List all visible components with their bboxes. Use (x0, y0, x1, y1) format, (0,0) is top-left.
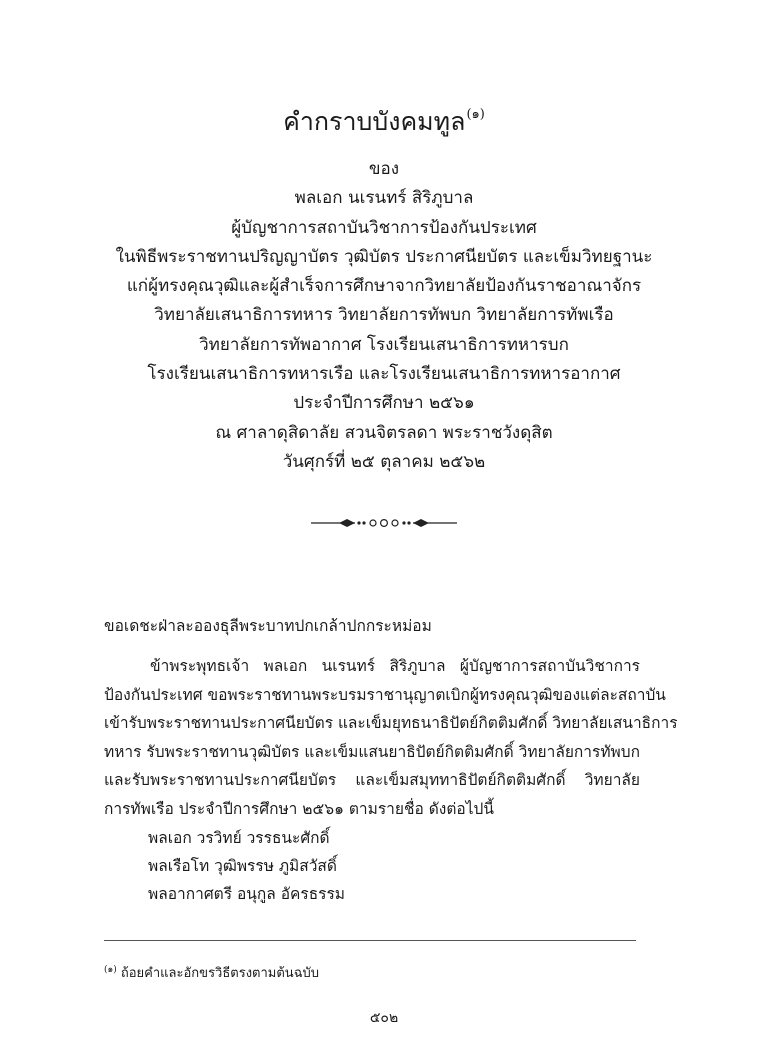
title-text: คำกราบบังคมทูล (283, 107, 466, 136)
paragraph-line: ข้าพระพุทธเจ้า พลเอก นเรนทร์ สิริภูบาล ผู้บัญชาการสถาบันวิชาการ (150, 657, 640, 675)
salutation: ขอเดชะฝ่าละอองธุลีพระบาทปกเกล้าปกกระหม่อม (104, 617, 432, 635)
paragraph-line: และรับพระราชทานประกาศนียบัตร และเข็มสมุททาธิปัตย์กิตติมศักดิ์ วิทยาลัย (104, 771, 640, 790)
paragraph-line: เข้ารับพระราชทานประกาศนียบัตร และเข็มยุทธนาธิปัตย์กิตติมศักดิ์ วิทยาลัยเสนาธิการ (104, 714, 678, 733)
divider-graphic (309, 516, 459, 530)
speech-paragraph (104, 652, 678, 824)
header-line: พลเอก นเรนทร์ สิริภูบาล (294, 188, 474, 209)
header-line: วิทยาลัยการทัพอากาศ โรงเรียนเสนาธิการทหารบก (199, 334, 569, 355)
header-line: ประจำปีการศึกษา ๒๕๖๑ (293, 393, 475, 414)
header-line: ของ (368, 159, 400, 179)
header-line: ณ ศาลาดุสิดาลัย สวนจิตรลดา พระราชวังดุสิต (215, 422, 553, 443)
header-line: โรงเรียนเสนาธิการทหารเรือ และโรงเรียนเสนาธิการทหารอากาศ (147, 364, 621, 385)
header-line: แก่ผู้ทรงคุณวุฒิและผู้สำเร็จการศึกษาจากวิทยาลัยป้องกันราชอาณาจักร (126, 276, 642, 297)
page-title (0, 98, 768, 139)
footnote-reference: (๑) (466, 107, 485, 122)
paragraph-line: ป้องกันประเทศ ขอพระราชทานพระบรมราชานุญาตเบิกผู้ทรงคุณวุฒิของแต่ละสถาบัน (104, 685, 666, 704)
header-line: ผู้บัญชาการสถาบันวิชาการป้องกันประเทศ (231, 217, 537, 238)
header-line: วิทยาลัยเสนาธิการทหาร วิทยาลัยการทัพบก วิทยาลัยการทัพเรือ (154, 305, 614, 326)
name-item: พลอากาศตรี อนุกูล อัครธรรม (148, 885, 346, 903)
name-item: พลเรือโท วุฒิพรรษ ภูมิสวัสดิ์ (148, 857, 337, 875)
footnote-text: ถ้อยคำและอักขรวิธีตรงตามต้นฉบับ (116, 966, 320, 981)
page-number: ๕๐๒ (369, 1010, 399, 1026)
header-line: วันศุกร์ที่ ๒๕ ตุลาคม ๒๕๖๒ (282, 451, 486, 472)
footnote-marker: (๑) (104, 965, 117, 975)
scroll-divider-icon (0, 515, 768, 534)
name-list (148, 824, 345, 908)
footnote (104, 960, 319, 984)
name-item: พลเอก วรวิทย์ วรรธนะศักดิ์ (148, 829, 330, 847)
paragraph-line: การทัพเรือ ประจำปีการศึกษา ๒๕๖๑ ตามรายชื่อ ดังต่อไปนี้ (104, 799, 494, 818)
header-line: ในพิธีพระราชทานปริญญาบัตร วุฒิบัตร ประกาศนียบัตร และเข็มวิทยฐานะ (115, 246, 653, 267)
paragraph-line: ทหาร รับพระราชทานวุฒิบัตร และเข็มแสนยาธิปัตย์กิตติมศักดิ์ วิทยาลัยการทัพบก (104, 742, 640, 761)
footnote-divider (104, 940, 636, 941)
speech-header (40, 155, 728, 477)
